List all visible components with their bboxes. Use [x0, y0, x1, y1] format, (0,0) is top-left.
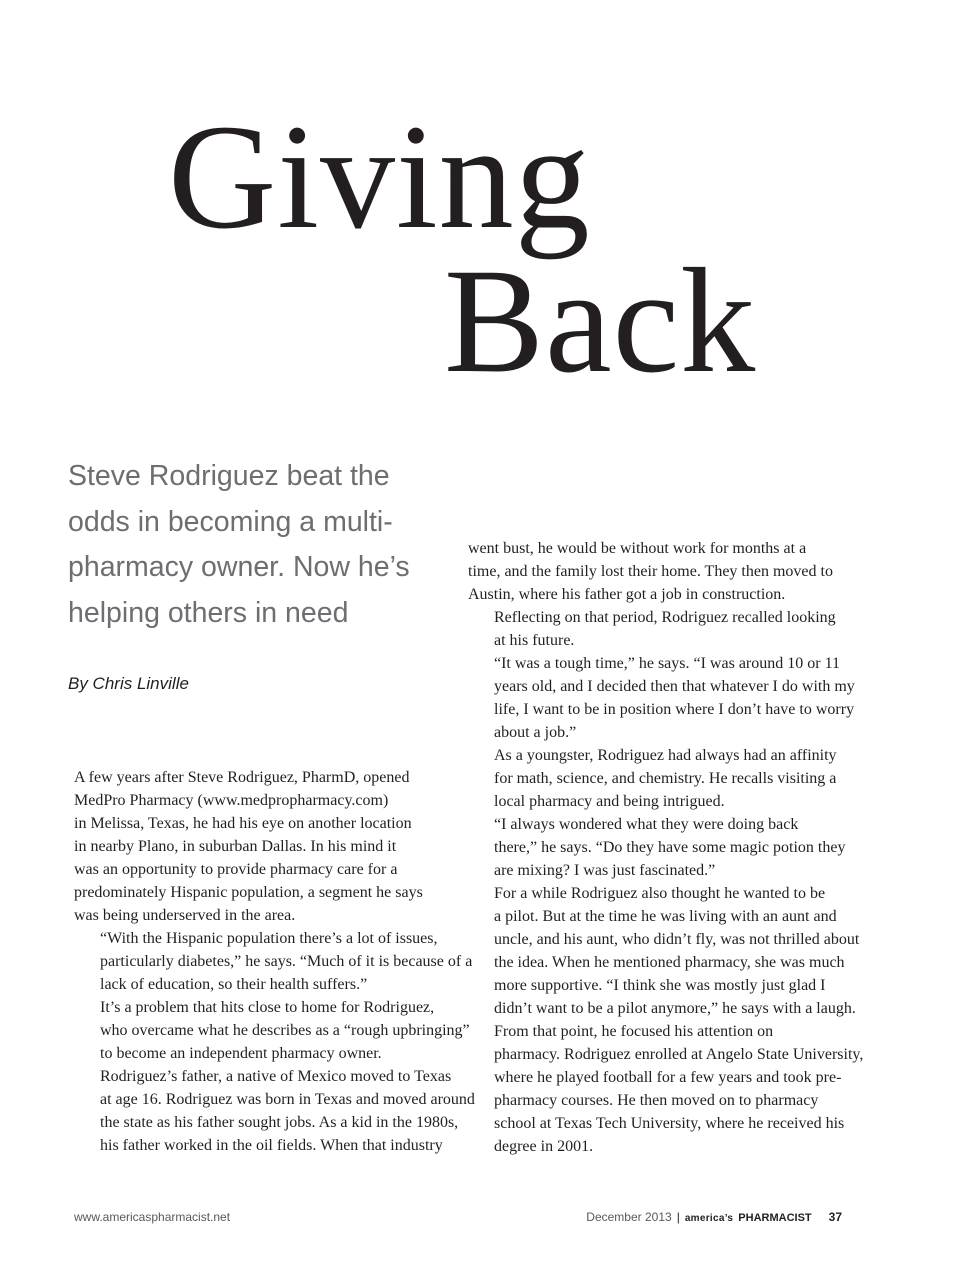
paragraph-line: years old, and I decided then that whatever I do with my [494, 678, 855, 695]
paragraph-line: to become an independent pharmacy owner. [100, 1045, 382, 1062]
paragraph-line: A few years after Steve Rodriguez, PharmD, opened [74, 769, 410, 786]
body-paragraph [468, 1020, 864, 1158]
paragraph-line: local pharmacy and being intrigued. [494, 793, 725, 810]
paragraph-line: where he played football for a few years and took pre- [494, 1069, 842, 1086]
footer-separator: | [676, 1210, 680, 1224]
body-paragraph [468, 882, 860, 1020]
paragraph-line: It’s a problem that hits close to home for Rodriguez, [100, 999, 435, 1016]
paragraph-line: particularly diabetes,” he says. “Much of it is because of a [100, 953, 473, 970]
paragraph-line: about a job.” [494, 724, 577, 741]
paragraph-line: time, and the family lost their home. They then moved to [468, 563, 833, 580]
footer-website: www.americaspharmacist.net [74, 1210, 231, 1224]
right-column [468, 537, 864, 1158]
paragraph-line: Rodriguez’s father, a native of Mexico moved to Texas [100, 1068, 452, 1085]
paragraph-line: For a while Rodriguez also thought he wanted to be [494, 885, 826, 902]
paragraph-line: his father worked in the oil fields. When that industry [100, 1137, 443, 1154]
paragraph-line: uncle, and his aunt, who didn’t fly, was not thrilled about [494, 931, 860, 948]
paragraph-line: a pilot. But at the time he was living with an aunt and [494, 908, 837, 925]
left-column [74, 766, 475, 1157]
footer-publication-info [586, 1210, 842, 1228]
paragraph-line: at his future. [494, 632, 575, 649]
paragraph-line: Austin, where his father got a job in construction. [468, 586, 786, 603]
byline: By Chris Linville [68, 674, 189, 693]
paragraph-line: was an opportunity to provide pharmacy care for a [74, 861, 398, 878]
paragraph-line: more supportive. “I think she was mostly just glad I [494, 977, 826, 994]
body-paragraph [468, 652, 856, 744]
paragraph-line: “With the Hispanic population there’s a lot of issues, [100, 930, 438, 947]
paragraph-line: As a youngster, Rodriguez had always had an affinity [494, 747, 837, 764]
paragraph-line: the state as his father sought jobs. As a kid in the 1980s, [100, 1114, 459, 1131]
body-paragraph [74, 1065, 475, 1157]
paragraph-line: are mixing? I was just fascinated.” [494, 862, 716, 879]
paragraph-line: who overcame what he describes as a “rough upbringing” [100, 1022, 470, 1039]
paragraph-line: in nearby Plano, in suburban Dallas. In his mind it [74, 838, 397, 855]
paragraph-line: for math, science, and chemistry. He recalls visiting a [494, 770, 837, 787]
title-line-1: Giving [168, 94, 591, 260]
paragraph-line: “It was a tough time,” he says. “I was around 10 or 11 [494, 655, 840, 672]
paragraph-line: lack of education, so their health suffers.” [100, 976, 368, 993]
paragraph-line: From that point, he focused his attention on [494, 1023, 774, 1040]
footer-date: December 2013 [586, 1210, 672, 1224]
body-paragraph [468, 606, 856, 652]
body-paragraph [468, 813, 856, 882]
body-paragraph [468, 537, 856, 606]
paragraph-line: pharmacy. Rodriguez enrolled at Angelo State University, [494, 1046, 864, 1063]
paragraph-line: school at Texas Tech University, where he received his [494, 1115, 845, 1132]
body-paragraph [74, 996, 470, 1065]
paragraph-line: went bust, he would be without work for months at a [468, 540, 807, 557]
paragraph-line: didn’t want to be a pilot anymore,” he says with a laugh. [494, 1000, 856, 1017]
page-number: 37 [828, 1210, 842, 1224]
paragraph-line: MedPro Pharmacy (www.medpropharmacy.com) [74, 792, 389, 809]
paragraph-line: there,” he says. “Do they have some magic potion they [494, 839, 846, 856]
paragraph-line: in Melissa, Texas, he had his eye on another location [74, 815, 412, 832]
paragraph-line: Reflecting on that period, Rodriguez recalled looking [494, 609, 836, 626]
paragraph-line: predominately Hispanic population, a segment he says [74, 884, 423, 901]
footer-brand-name: PHARMACIST [738, 1212, 812, 1224]
paragraph-line: at age 16. Rodriguez was born in Texas and moved around [100, 1091, 475, 1108]
paragraph-line: the idea. When he mentioned pharmacy, she was much [494, 954, 845, 971]
paragraph-line: life, I want to be in position where I don’t have to worry [494, 701, 855, 718]
paragraph-line: degree in 2001. [494, 1138, 594, 1155]
paragraph-line: was being underserved in the area. [74, 907, 296, 924]
footer-brand-small: america’s [684, 1213, 734, 1224]
title-line-2: Back [444, 238, 757, 404]
article-subtitle: Steve Rodriguez beat the odds in becoming a multi-pharmacy owner. Now he’s helping others in need [68, 460, 410, 629]
body-paragraph [468, 744, 856, 813]
paragraph-line: “I always wondered what they were doing back [494, 816, 799, 833]
body-paragraph [74, 927, 473, 996]
body-paragraph [74, 766, 454, 927]
paragraph-line: pharmacy courses. He then moved on to pharmacy [494, 1092, 819, 1109]
